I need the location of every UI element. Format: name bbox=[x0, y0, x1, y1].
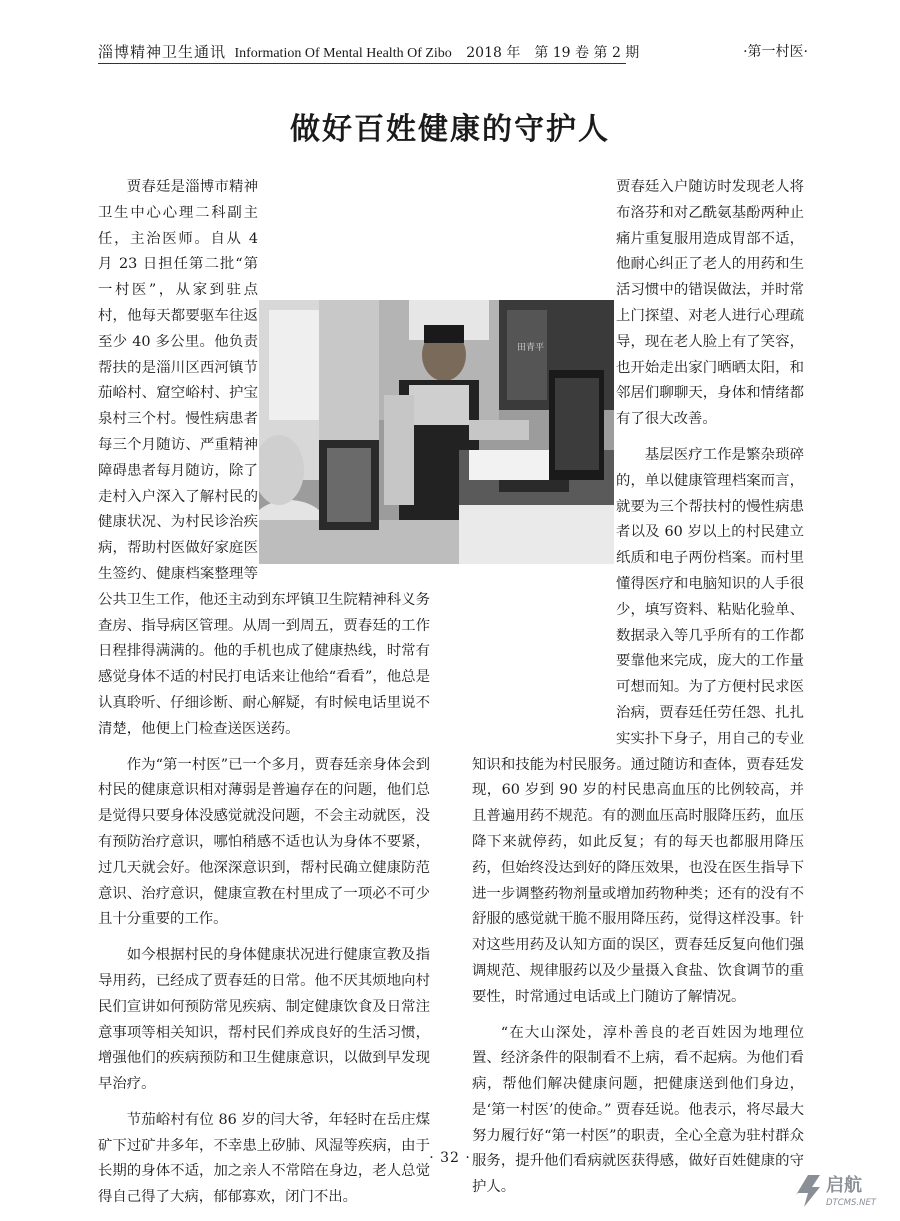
paragraph: 基层医疗工作是繁杂琐碎的，单以健康管理档案而言，就要为三个帮扶村的慢性病患者以及 60 岁以上的村民建立纸质和电子两份档案。而村里懂得医疗和电脑知识的人手很少，填写资料、粘贴化验单、数据录入等几乎所有的工作都要靠他来完成，庞大的工作量可想而知。为了方便村民求医治病，贾春廷任劳任怨、扎扎实实扑下身子，用自己的专业知识和技能为村民服务。通过随访和查体，贾春廷发现，60 岁到 90 岁的村民患高血压的比例较高，并且普遍用药不规范。有的测血压高时服降压药，血压降下来就停药，如此反复；有的每天也都服用降压药，但始终没达到好的降压效果，也没在医生指导下进一步调整药物剂量或增加药物种类；还有的没有不舒服的感觉就干脆不服用降压药，觉得这样没事。针对这些用药及认知方面的误区，贾春廷反复向他们强调规范、规律服药以及少量摄入食盐、饮食调节的重要性，时常通过电话或上门随访了解情况。 bbox=[472, 446, 804, 1005]
article-photo bbox=[259, 300, 614, 564]
section-label: ·第一村医· bbox=[743, 44, 808, 60]
paragraph: 贾春廷入户随访时发现老人将布洛芬和对乙酰氨基酚两种止痛片重复服用造成胃部不适，他耐心纠正了老人的用药和生活习惯中的错误做法，并时常上门探望、对老人进行心理疏导，现在老人脸上有了笑容，也开始走出家门晒晒太阳，和邻居们聊聊天，身体和情绪都有了很大改善。 bbox=[472, 175, 804, 433]
shelf-label: 田青平 bbox=[517, 343, 545, 353]
header-rule bbox=[98, 63, 626, 64]
paragraph: “在大山深处，淳朴善良的老百姓因为地理位置、经济条件的限制看不上病，看不起病。为他们看病，帮他们解决健康问题，把健康送到他们身边，是‘第一村医’的使命。” 贾春廷说。他表示，将尽最大努力履行好“第一村医”的职责，全心全意为驻村群众服务，提升他们看病就医获得感，做好百姓健康的守护人。 bbox=[472, 1024, 804, 1196]
paragraph: 作为“第一村医”已一个多月，贾春廷亲身体会到村民的健康意识相对薄弱是普遍存在的问题，他们总是觉得只要身体没感觉就没问题，不会主动就医，没有预防治疗意识，哪怕稍感不适也认为身体不要紧，过几天就会好。他深深意识到，帮村民确立健康防范意识、治疗意识，健康宣教在村里成了一项必不可少且十分重要的工作。 bbox=[98, 756, 430, 928]
running-header bbox=[98, 40, 808, 66]
paragraph: 节茄峪村有位 86 岁的闫大爷，年轻时在岳庄煤矿下过矿井多年，不幸患上矽肺、风湿等疾病，由于长期的身体不适，加之亲人不常陪在身边，老人总觉得自己得了大病，郁郁寡欢，闭门不出。 bbox=[98, 1111, 430, 1206]
paragraph: 贾春廷是淄博市精神卫生中心心理二科副主任，主治医师。自从 4 月 23 日担任第二批“第一村医”，从家到驻点村，他每天都要驱车往返至少 40 多公里。他负责帮扶的是淄川区西河镇节茄峪村、窟空峪村、护宝泉村三个村。慢性病患者每三个月随访、严重精神障碍患者每月随访，除了走村入户深入了解村民的健康状况、为村民诊治疾病，帮助村医做好家庭医生签约、健康档案整理等公共卫生工作，他还主动到东坪镇卫生院精神科义务查房、指导病区管理。从周一到周五，贾春廷的工作日程排得满满的。他的手机也成了健康热线，时常有感觉身体不适的村民打电话来让他给“看看”，他总是认真聆听、仔细诊断、耐心解疑，有时候电话里说不清楚，他便上门检查送医送药。 bbox=[98, 179, 430, 737]
journal-name-en: Information Of Mental Health Of Zibo bbox=[234, 46, 452, 61]
page-number: · 32 · bbox=[429, 1150, 471, 1166]
brand-logo-icon bbox=[790, 1167, 886, 1211]
paragraph: 如今根据村民的身体健康状况进行健康宣教及指导用药，已经成了贾春廷的日常。他不厌其烦地向村民们宣讲如何预防常见疾病、制定健康饮食及日常注意事项等相关知识，帮村民们养成良好的生活习惯，增强他们的疾病预防和卫生健康意识，以做到早发现早治疗。 bbox=[98, 947, 430, 1093]
issue-info: 2018 年 第 19 卷 第 2 期 bbox=[466, 45, 640, 61]
brand-site: DTCMS.NET bbox=[826, 1198, 877, 1208]
doctor-at-computer-photo bbox=[259, 300, 614, 564]
journal-name-cn: 淄博精神卫生通讯 bbox=[98, 43, 227, 61]
journal-info bbox=[98, 42, 639, 64]
site-watermark bbox=[790, 1167, 886, 1211]
article-title: 做好百姓健康的守护人 bbox=[290, 112, 610, 147]
brand-text: 启航 bbox=[826, 1175, 862, 1196]
